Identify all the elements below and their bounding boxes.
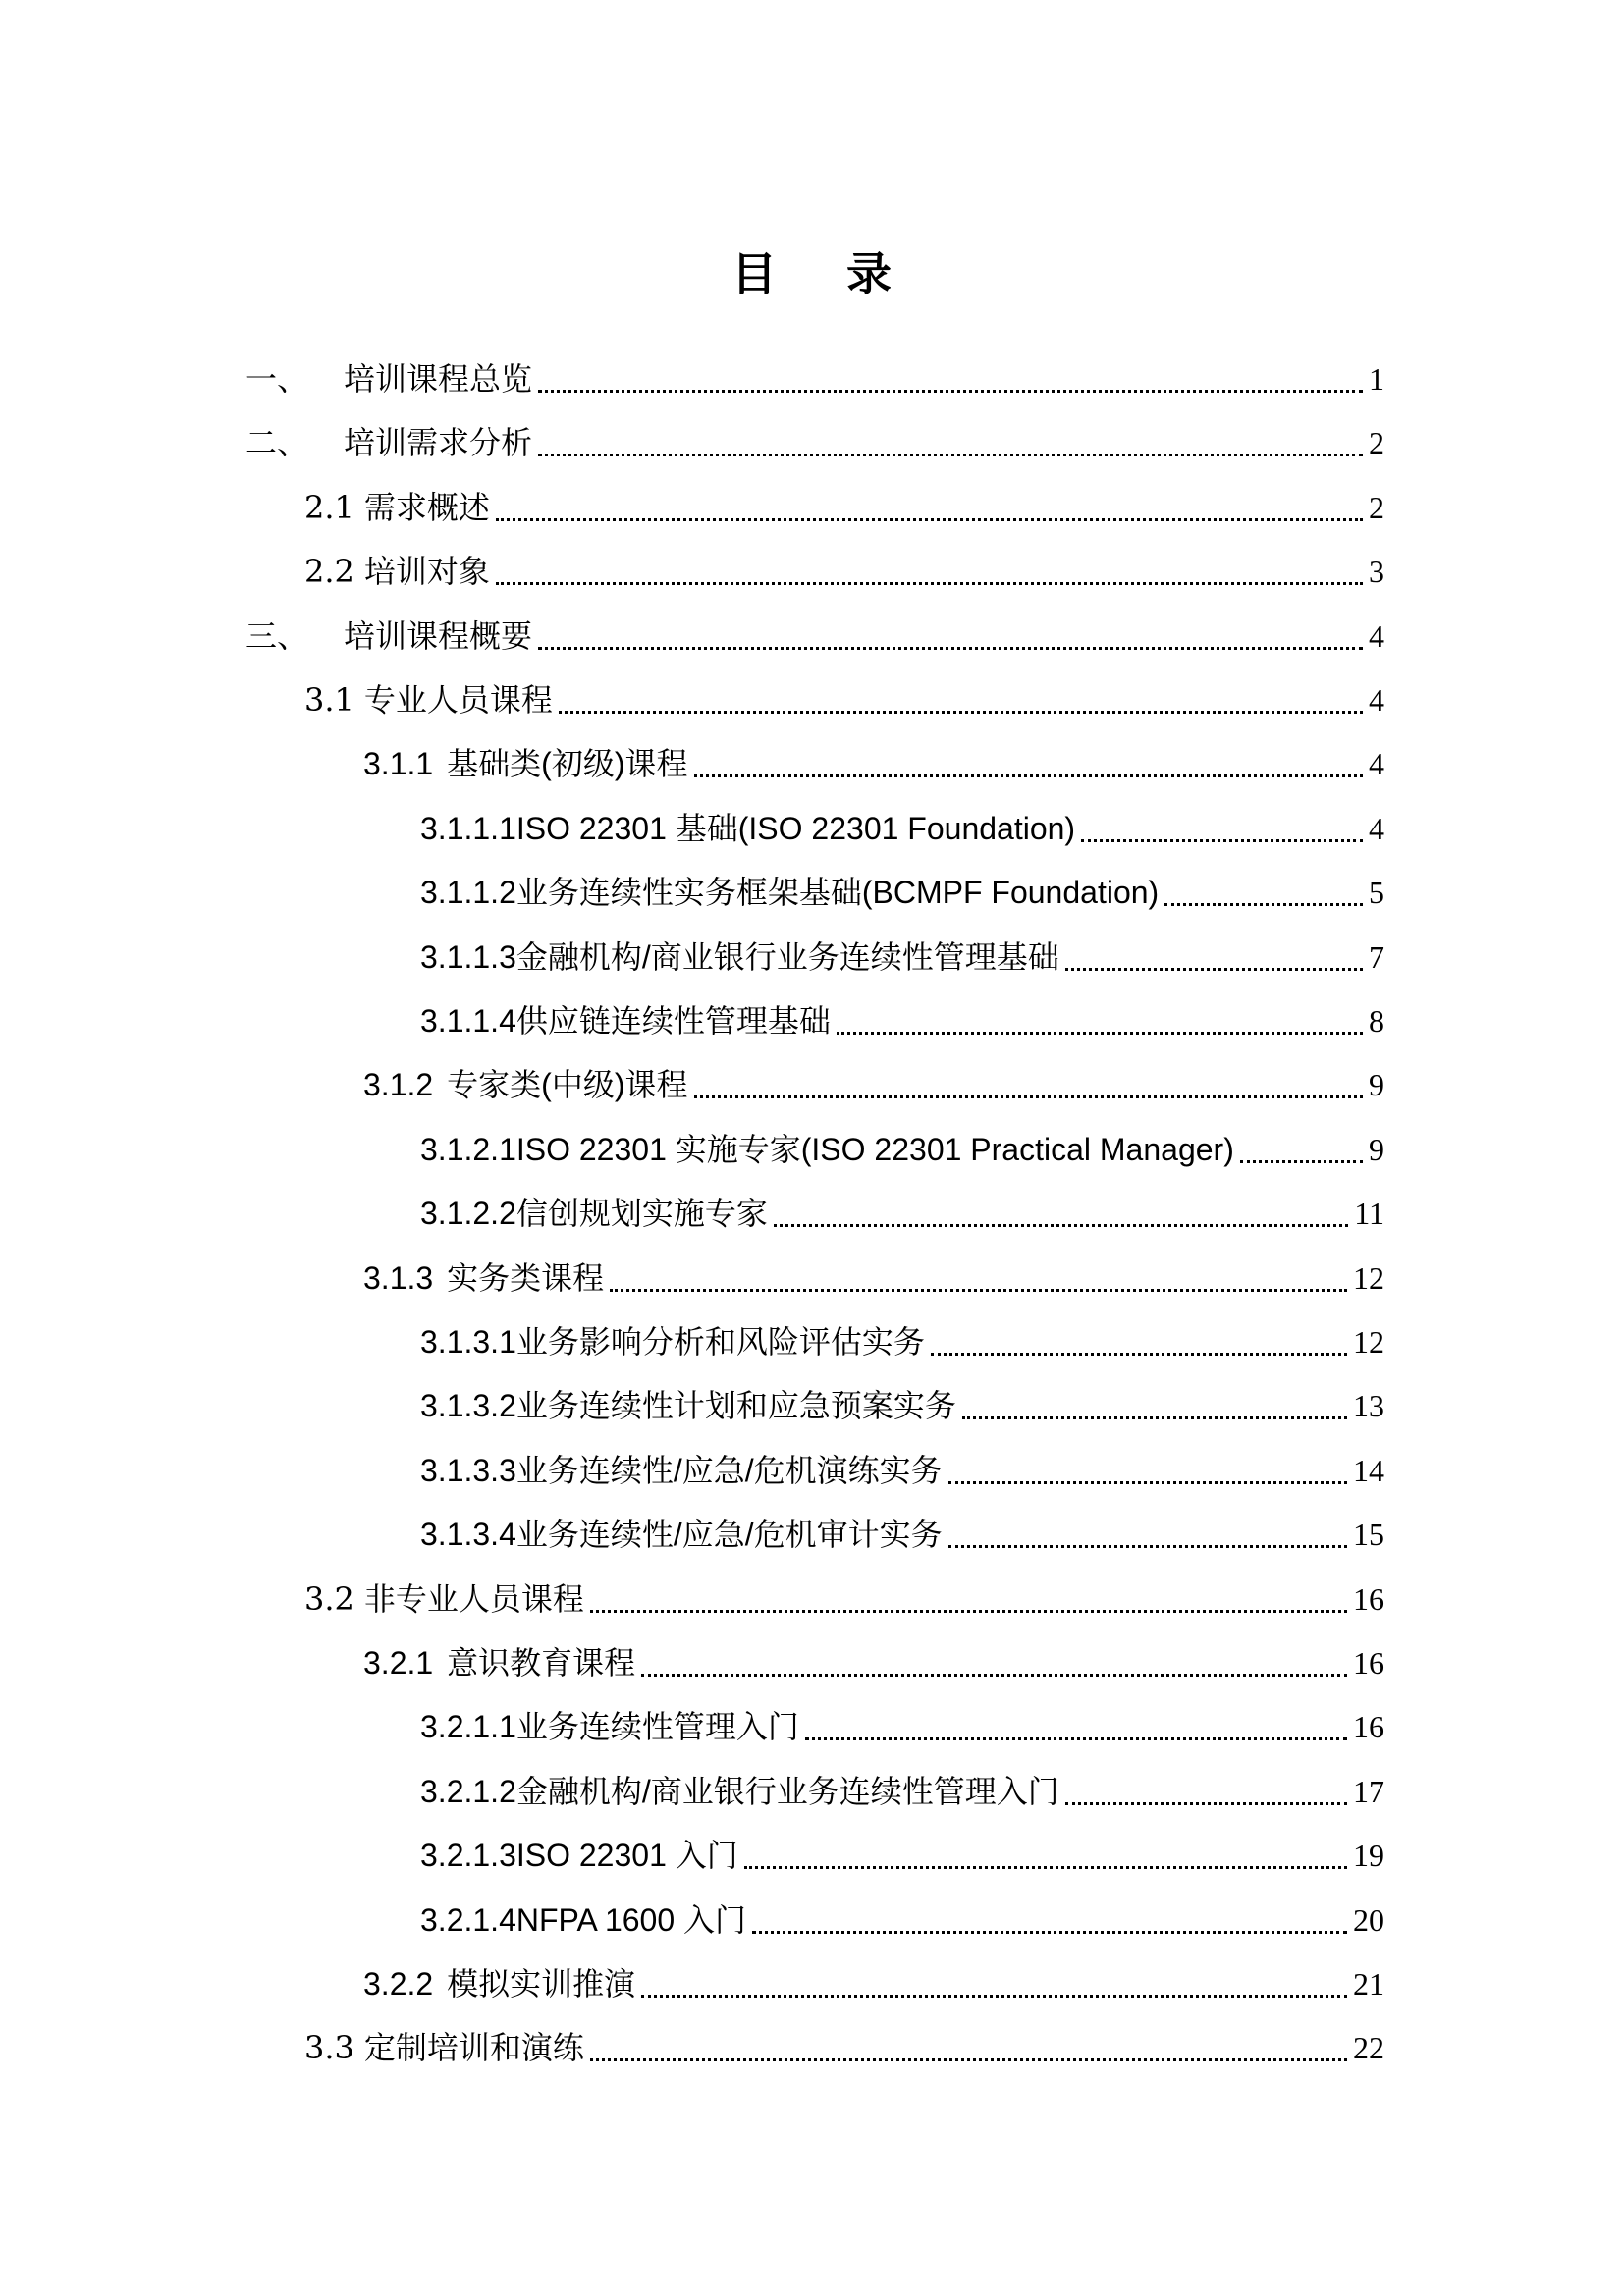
toc-entry-number: 3.1.3.3 — [420, 1452, 516, 1488]
toc-entry-number: 3.1.1.2 — [420, 875, 516, 911]
toc-entry-label: 信创规划实施专家 — [515, 1196, 768, 1232]
toc-entry-label: 供应链连续性管理基础 — [515, 1003, 831, 1039]
toc-entry-label: 意识教育课程 — [447, 1645, 636, 1681]
toc-entry-number: 3.1.1 — [363, 746, 434, 782]
toc-leader-dots — [496, 582, 1363, 585]
toc-leader-dots — [641, 1674, 1347, 1677]
toc-leader-dots — [538, 390, 1363, 393]
toc-entry-number: 3.1.2 — [363, 1067, 434, 1103]
toc-entry-label: 实务类课程 — [447, 1259, 605, 1296]
title-char-1: 目 — [731, 247, 778, 300]
toc-entry-number: 3.1.1.4 — [420, 1003, 516, 1039]
toc-entry-number: 3.2.1 — [363, 1645, 434, 1681]
toc-page-number: 16 — [1353, 1709, 1384, 1745]
toc-leader-dots — [538, 454, 1363, 456]
toc-leader-dots — [610, 1289, 1347, 1292]
toc-entry-number: 3.1 — [304, 681, 354, 719]
toc-entry-label: ISO 22301 实施专家(ISO 22301 Practical Manager) — [515, 1131, 1234, 1167]
toc-entry[interactable] — [363, 1637, 1384, 1688]
toc-entry-number: 3.3 — [304, 2029, 354, 2067]
toc-leader-dots — [559, 711, 1363, 714]
toc-entry-number: 3.1.1.3 — [420, 938, 516, 975]
toc-entry-label: 业务连续性实务框架基础(BCMPF Foundation) — [515, 875, 1160, 911]
toc-leader-dots — [1164, 903, 1363, 906]
toc-page-number: 9 — [1369, 1067, 1384, 1103]
toc-leader-dots — [837, 1032, 1363, 1035]
toc-leader-dots — [1240, 1160, 1363, 1163]
toc-entry-number: 3.1.2.2 — [420, 1196, 516, 1232]
toc-entry-number: 一、 — [245, 360, 309, 398]
toc-entry-label: 业务连续性管理入门 — [515, 1709, 799, 1745]
toc-entry[interactable] — [304, 1574, 1384, 1625]
toc-entry[interactable] — [420, 1124, 1384, 1175]
toc-page-number: 7 — [1369, 938, 1384, 975]
toc-page-number: 17 — [1353, 1773, 1384, 1809]
toc-entry-label: ISO 22301 入门 — [515, 1838, 738, 1874]
toc-page-number: 5 — [1369, 875, 1384, 911]
toc-entry[interactable] — [420, 932, 1384, 983]
toc-entry-number: 3.2 — [304, 1579, 354, 1618]
toc-entry-label: 模拟实训推演 — [447, 1966, 636, 2002]
toc-page-number: 3 — [1369, 554, 1384, 590]
toc-entry-number: 3.1.3.4 — [420, 1517, 516, 1553]
toc-leader-dots — [774, 1224, 1348, 1227]
toc-entry[interactable] — [420, 1509, 1384, 1560]
toc-entry-number: 2.1 — [304, 488, 354, 526]
toc-entry[interactable] — [420, 1380, 1384, 1431]
page-title — [0, 239, 1624, 303]
toc-page-number: 15 — [1353, 1517, 1384, 1553]
toc-entry-label: 业务连续性计划和应急预案实务 — [515, 1388, 956, 1424]
toc-page-number: 16 — [1353, 1580, 1384, 1617]
toc-leader-dots — [1065, 1802, 1347, 1805]
toc-entry[interactable] — [245, 353, 1384, 404]
toc-entry-number: 3.1.1.1 — [420, 810, 516, 846]
toc-page-number: 19 — [1353, 1838, 1384, 1874]
toc-page-number: 21 — [1353, 1966, 1384, 2002]
toc-page-number: 20 — [1353, 1901, 1384, 1938]
toc-page-number: 9 — [1369, 1131, 1384, 1167]
toc-entry[interactable] — [420, 1895, 1384, 1946]
toc-entry[interactable] — [420, 1766, 1384, 1817]
toc-entry-label: 非专业人员课程 — [363, 1579, 584, 1618]
toc-entry[interactable] — [304, 482, 1384, 533]
toc-entry-label: 培训课程概要 — [344, 616, 533, 655]
toc-entry-number: 3.2.2 — [363, 1966, 434, 2002]
toc-entry-label: 金融机构/商业银行业务连续性管理基础 — [515, 938, 1059, 975]
toc-entry-number: 二、 — [245, 424, 309, 462]
toc-entry-number: 三、 — [245, 616, 309, 655]
toc-entry[interactable] — [363, 1253, 1384, 1304]
toc-entry[interactable] — [363, 1059, 1384, 1110]
toc-page-number: 2 — [1369, 425, 1384, 461]
toc-entry-label: 培训需求分析 — [344, 424, 533, 462]
toc-page-number: 22 — [1353, 2030, 1384, 2066]
toc-leader-dots — [948, 1481, 1347, 1484]
toc-entry[interactable] — [245, 417, 1384, 468]
toc-leader-dots — [538, 647, 1363, 650]
toc-page-number: 12 — [1353, 1324, 1384, 1360]
toc-entry-number: 3.2.1.3 — [420, 1838, 516, 1874]
toc-leader-dots — [641, 1995, 1347, 1998]
toc-entry[interactable] — [304, 2022, 1384, 2073]
toc-entry-number: 3.1.3.2 — [420, 1388, 516, 1424]
toc-page-number: 4 — [1369, 617, 1384, 654]
toc-entry[interactable] — [363, 1958, 1384, 2009]
toc-entry[interactable] — [420, 1445, 1384, 1496]
toc-entry-number: 3.1.2.1 — [420, 1131, 516, 1167]
toc-entry-label: 专家类(中级)课程 — [447, 1067, 688, 1103]
toc-entry-number: 3.2.1.1 — [420, 1709, 516, 1745]
toc-entry[interactable] — [420, 1701, 1384, 1752]
toc-leader-dots — [948, 1545, 1347, 1548]
toc-entry[interactable] — [420, 995, 1384, 1046]
toc-page-number: 11 — [1354, 1196, 1384, 1232]
toc-page-number: 4 — [1369, 682, 1384, 718]
toc-entry[interactable] — [420, 1316, 1384, 1367]
toc-entry-label: NFPA 1600 入门 — [515, 1901, 747, 1938]
toc-leader-dots — [805, 1737, 1347, 1740]
toc-entry-number: 3.2.1.2 — [420, 1773, 516, 1809]
toc-page-number: 4 — [1369, 746, 1384, 782]
toc-entry[interactable] — [420, 803, 1384, 854]
toc-entry[interactable] — [363, 738, 1384, 789]
toc-entry-label: 基础类(初级)课程 — [447, 746, 688, 782]
toc-leader-dots — [590, 2058, 1347, 2061]
toc-entry-number: 3.2.1.4 — [420, 1901, 516, 1938]
toc-page-number: 4 — [1369, 810, 1384, 846]
toc-entry-label: 需求概述 — [363, 488, 490, 526]
title-char-2: 录 — [846, 247, 893, 300]
toc-entry-label: 定制培训和演练 — [363, 2029, 584, 2067]
toc-entry-label: ISO 22301 基础(ISO 22301 Foundation) — [515, 810, 1076, 846]
toc-entry[interactable] — [304, 674, 1384, 725]
toc-page-number: 12 — [1353, 1259, 1384, 1296]
toc-entry-label: 业务影响分析和风险评估实务 — [515, 1324, 925, 1360]
toc-entry-number: 3.1.3.1 — [420, 1324, 516, 1360]
toc-entry-number: 2.2 — [304, 553, 354, 591]
toc-page-number: 16 — [1353, 1645, 1384, 1681]
toc-entry-number: 3.1.3 — [363, 1259, 434, 1296]
toc-entry-label: 业务连续性/应急/危机审计实务 — [515, 1517, 943, 1553]
toc-page-number: 14 — [1353, 1452, 1384, 1488]
toc-page-number: 8 — [1369, 1003, 1384, 1039]
toc-entry-label: 专业人员课程 — [363, 681, 553, 719]
toc-leader-dots — [590, 1610, 1347, 1613]
toc-leader-dots — [1065, 968, 1363, 971]
toc-entry-label: 培训对象 — [363, 553, 490, 591]
toc-leader-dots — [694, 1095, 1364, 1098]
toc-leader-dots — [694, 774, 1364, 777]
toc-leader-dots — [931, 1353, 1347, 1356]
toc-entry[interactable] — [420, 867, 1384, 918]
toc-leader-dots — [752, 1931, 1347, 1934]
toc-entry-label: 业务连续性/应急/危机演练实务 — [515, 1452, 943, 1488]
toc-leader-dots — [496, 518, 1363, 521]
toc-page-number: 1 — [1369, 361, 1384, 397]
toc-leader-dots — [962, 1416, 1347, 1419]
toc-entry[interactable] — [304, 546, 1384, 597]
toc-entry-label: 金融机构/商业银行业务连续性管理入门 — [515, 1773, 1059, 1809]
toc-entry[interactable] — [420, 1830, 1384, 1881]
toc-page-number: 2 — [1369, 489, 1384, 525]
toc-page-number: 13 — [1353, 1388, 1384, 1424]
toc-leader-dots — [744, 1866, 1347, 1869]
toc-entry[interactable] — [420, 1188, 1384, 1239]
toc-entry-label: 培训课程总览 — [344, 360, 533, 398]
toc-leader-dots — [1081, 839, 1363, 842]
toc-entry[interactable] — [245, 611, 1384, 662]
